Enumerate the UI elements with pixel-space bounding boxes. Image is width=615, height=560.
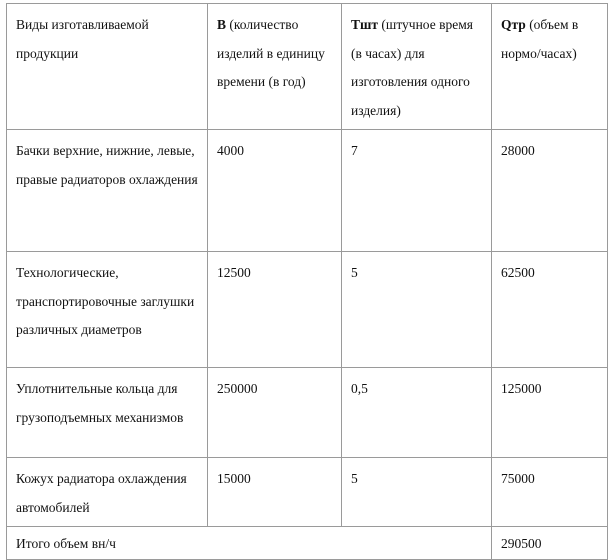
cell-quantity: 4000: [208, 130, 342, 252]
cell-unit-time: 0,5: [342, 368, 492, 458]
table-row: [7, 252, 608, 368]
header-unit-time-symbol: Тшт: [351, 17, 379, 32]
total-value: 290500: [492, 527, 608, 560]
header-product-types-text: Виды изготавливаемой продукции: [16, 17, 149, 61]
header-volume-desc: (объем в нормо/часах): [501, 17, 579, 61]
cell-volume: 75000: [492, 458, 608, 527]
header-quantity-desc: (количество изделий в единицу времени (в год): [217, 17, 325, 89]
cell-product: Бачки верхние, нижние, левые, правые радиаторов охлаждения: [7, 130, 208, 252]
header-unit-time-desc: (штучное время (в часах) для изготовления одного изделия): [351, 17, 473, 118]
cell-unit-time: 7: [342, 130, 492, 252]
cell-unit-time: 5: [342, 252, 492, 368]
table-row: [7, 130, 608, 252]
cell-quantity: 15000: [208, 458, 342, 527]
header-unit-time: [342, 4, 492, 130]
table-row: [7, 458, 608, 527]
header-volume-symbol: Qтр: [501, 17, 526, 32]
cell-volume: 62500: [492, 252, 608, 368]
cell-volume: 125000: [492, 368, 608, 458]
total-row: [7, 527, 608, 560]
header-volume: [492, 4, 608, 130]
header-row: [7, 4, 608, 130]
production-table: [6, 3, 608, 560]
cell-quantity: 12500: [208, 252, 342, 368]
cell-product: Технологические, транспортировочные заглушки различных диаметров: [7, 252, 208, 368]
cell-product: Кожух радиатора охлаждения автомобилей: [7, 458, 208, 527]
cell-unit-time: 5: [342, 458, 492, 527]
cell-volume: 28000: [492, 130, 608, 252]
total-label: Итого объем вн/ч: [7, 527, 492, 560]
cell-product: Уплотнительные кольца для грузоподъемных механизмов: [7, 368, 208, 458]
cell-quantity: 250000: [208, 368, 342, 458]
header-quantity: [208, 4, 342, 130]
header-product-types: [7, 4, 208, 130]
header-quantity-symbol: В: [217, 17, 227, 32]
table-row: [7, 368, 608, 458]
